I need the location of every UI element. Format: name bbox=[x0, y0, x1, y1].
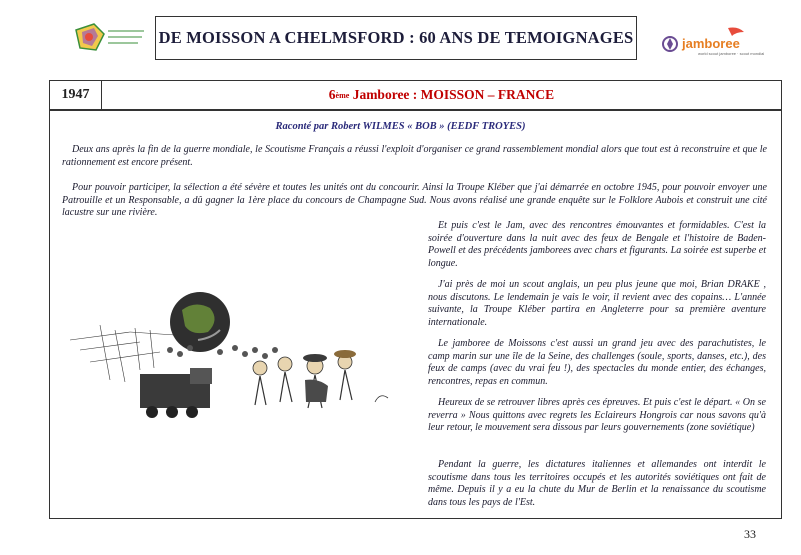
paragraph-drake: J'ai près de moi un scout anglais, un peu plus jeune que moi, Brian DRAKE , nous discutons. Le lendemain je vais le voir, il revient avec des copains… L'année suivante, la Troupe Kléber partira en Angleterre pour sa première aventure internationale. bbox=[428, 279, 766, 328]
event-name: Jamboree : MOISSON – FRANCE bbox=[349, 87, 555, 102]
paragraph-intro: Deux ans après la fin de la guerre mondiale, le Scoutisme Français a réussi l'exploit d'organiser ce grand rassemblement mondial alors que tout est à reconstruire et que le rationnement est encore présent. bbox=[62, 144, 767, 168]
paragraph-war: Pendant la guerre, les dictatures italiennes et allemandes ont interdit le scoutisme dans tous les territoires occupés et les autorités soviétiques ont fait de même. Depuis il y a eu la chute du Mur de Berlin et la renaissance du scoutisme dans tous les pays de l'Est. bbox=[428, 459, 766, 508]
paragraph-games: Le jamboree de Moissons c'est aussi un grand jeu avec des parachutistes, le camp marin sur une île de la Seine, des challenges (soule, sports, danses, etc.), des feux de camps (avec du vrai feu !), des spectacles du monde entier, des échanges, rencontres, repas en commun. bbox=[428, 338, 766, 387]
author-credit: Raconté par Robert WILMES « BOB » (EEDF TROYES) bbox=[275, 121, 526, 132]
event-title bbox=[102, 81, 781, 109]
page-number: 33 bbox=[744, 527, 756, 541]
year-label: 1947 bbox=[50, 81, 102, 109]
paragraph-jam: Et puis c'est le Jam, avec des rencontres émouvantes et formidables. C'est la soirée d'ouverture dans la nuit avec des feux de Bengale et l'histoire de Baden-Powell et des précédents jamborees avec chars et figurants. La soirée est superbe et longue. bbox=[428, 220, 766, 269]
federation-logo-icon bbox=[72, 22, 152, 56]
jamboree-parade-illustration bbox=[70, 290, 400, 430]
event-ordinal: 6 bbox=[328, 87, 336, 102]
jamboree-logo-icon bbox=[660, 24, 765, 58]
jamboree-logo bbox=[660, 24, 765, 58]
section-header bbox=[49, 80, 782, 110]
page-title: DE MOISSON A CHELMSFORD : 60 ANS DE TEMOIGNAGES bbox=[155, 16, 637, 60]
jamboree-logo-text: jamboree bbox=[682, 36, 740, 51]
jamboree-logo-tagline: world scout jamboree · scout mondial bbox=[698, 51, 765, 56]
paragraph-departure: Heureux de se retrouver libres après ces épreuves. Et puis c'est le départ. « On se reverra » Nous quittons avec regrets les Eclaireurs Hongrois car nous savons qu'à leur retour, le mouvement sera dissous par leurs gouvernements (zone soviétique) bbox=[428, 397, 766, 434]
event-ordinal-suffix: ème bbox=[335, 90, 350, 100]
paragraph-selection: Pour pouvoir participer, la sélection a été sévère et toutes les unités ont du concourir. Ainsi la Troupe Kléber que j'ai démarrée en octobre 1945, pour pouvoir envoyer une Patrouille et un Responsable, a dû gagner la 1ère place du concours de Champagne Sud. Nous avons réalisé une grande enquête sur le Folklore Aubois et construit une cité lacustre sur une rivière. bbox=[62, 182, 767, 219]
